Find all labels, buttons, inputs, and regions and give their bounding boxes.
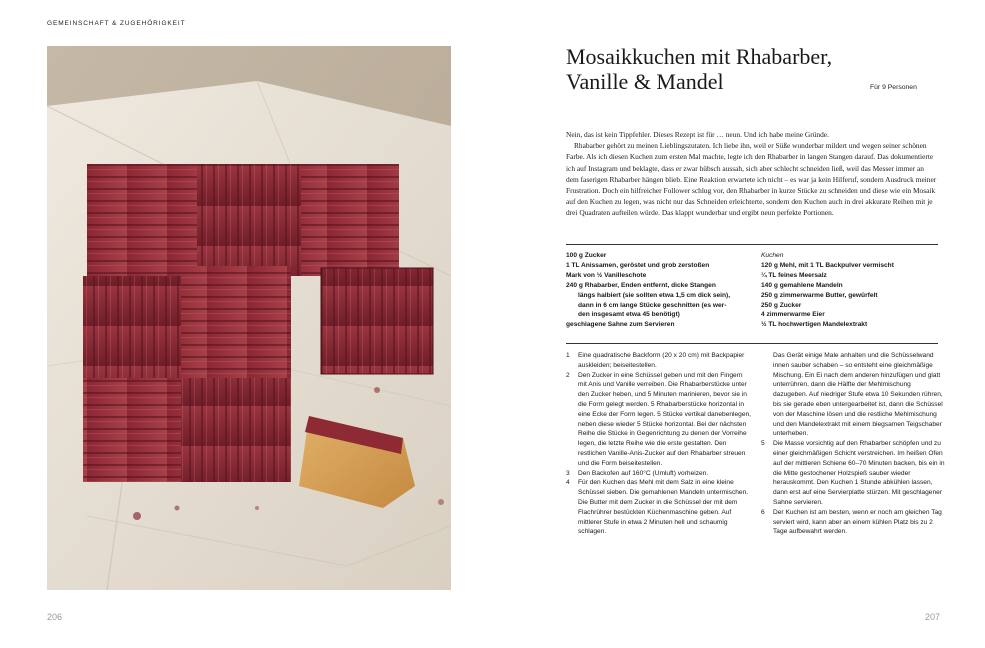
ingredient: 100 g Zucker xyxy=(566,252,607,259)
intro-text xyxy=(566,129,938,219)
ingredient: ¼ TL feines Meersalz xyxy=(761,271,827,279)
step xyxy=(566,478,752,537)
step-number: 5 xyxy=(761,440,765,448)
step-text: Den Zucker in eine Schüssel geben und mit den Fingern mit Anis und Vanille verreiben. Die Rhabarberstücke unter den Zucker heben, und 5 Minuten marinieren, bevor sie in die Form gelegt werden. 5 Rhabarberstücke horizontal in eine Ecke der Form legen. 5 Stücke vertikal danebenlegen, neben diese wieder 5 Stücke horizontal. Bei der nächsten Reihe die Stücke in Gegenrichtung zu denen der Vorreihe legen, die letzte Reihe wie die erste gestalten. Den restlichen Vanille-Anis-Zucker auf den Rhabarber streuen und die Form beiseitestellen. xyxy=(578,371,752,467)
recipe-title-line2: Vanille & Mandel xyxy=(566,69,724,94)
step-continuation: Das Gerät einige Male anhalten und die Schüsselwand innen sauber schaben – so entsteht eine gleichmäßige Mischung. Ein Ei nach dem anderen hinzufügen und glatt unterrühren, dann die Hälfte der Mehlmischung dazugeben. Auf niedriger Stufe etwa 10 Sekunden rühren, bis sie gerade eben untergearbeitet ist, dann die Schüssel von der Maschine lösen und die restliche Mehlmischung und den Mandelextrakt mit einem biegsamen Teigschaber unterheben. xyxy=(773,352,943,438)
ingredient: 140 g gemahlene Mandeln xyxy=(761,281,843,289)
divider xyxy=(566,343,938,344)
ingredient: ½ TL hochwertigen Mandelextrakt xyxy=(761,321,868,329)
page-number-left: 206 xyxy=(47,612,63,622)
divider xyxy=(566,244,938,245)
section-label: GEMEINSCHAFT & ZUGEHÖRIGKEIT xyxy=(47,20,186,27)
step xyxy=(566,469,752,479)
recipe-title-line1: Mosaikkuchen mit Rhabarber, xyxy=(566,44,833,69)
step xyxy=(761,439,947,508)
ingredient: 250 g zimmerwarme Butter, gewürfelt xyxy=(761,291,878,299)
step-number: 4 xyxy=(566,479,570,487)
step-number: 2 xyxy=(566,371,570,379)
ingredient: den insgesamt etwa 45 benötigt) xyxy=(578,311,680,319)
steps-left xyxy=(566,351,752,537)
servings: Für 9 Personen xyxy=(870,84,917,91)
step-number: 1 xyxy=(566,352,570,359)
step-text: Eine quadratische Backform (20 x 20 cm) mit Backpapier auskleiden; beiseitestellen. xyxy=(578,352,745,369)
step xyxy=(566,371,752,469)
ingredient: 1 TL Anissamen, geröstet und grob zerstoßen xyxy=(566,261,710,269)
step-text: Die Masse vorsichtig auf den Rhabarber schöpfen und zu einer gleichmäßigen Schicht verstreichen. Im heißen Ofen auf der mittleren Schiene 60–70 Minuten backen, bis ein in die Mitte gestochener Holzspieß sauber wieder herauskommt. Den Kuchen 1 Stunde abkühlen lassen, dann erst auf eine Servierplatte stürzen. Mit geschlagener Sahne servieren. xyxy=(773,440,945,506)
ingredient: Mark von ½ Vanilleschote xyxy=(566,271,647,279)
steps-right xyxy=(761,351,947,537)
step-number: 3 xyxy=(566,469,570,477)
step-text: Für den Kuchen das Mehl mit dem Salz in eine kleine Schüssel sieben. Die gemahlenen Mandeln untermischen. Die Butter mit dem Zucker in die Schüssel der mit dem Flachrührer bestückten Küchenmaschine geben. Auf mittlerer Stufe in etwa 2 Minuten hell und schaumig schlagen. xyxy=(578,479,749,536)
step xyxy=(566,351,752,371)
step-text: Der Kuchen ist am besten, wenn er noch am gleichen Tag serviert wird, kann aber an einem kühlen Platz bis zu 2 Tage aufbewahrt werden. xyxy=(773,508,942,536)
ingredient: längs halbiert (sie sollten etwa 1,5 cm dick sein), xyxy=(578,291,731,299)
rhubarb-cake-photo xyxy=(47,46,451,590)
page-number-right: 207 xyxy=(925,612,941,622)
recipe-title xyxy=(566,44,896,94)
step xyxy=(761,508,947,537)
ingredient: 4 zimmerwarme Eier xyxy=(761,311,825,319)
ingredients-heading: Kuchen xyxy=(761,252,784,259)
ingredient: 250 g Zucker xyxy=(761,301,802,309)
intro-paragraph: Rhabarber gehört zu meinen Lieblingszutaten. Ich liebe ihn, weil er Süße wunderbar mildert und wegen seiner schönen Farbe. Als ich diesen Kuchen zum ersten Mal machte, legte ich den Rhabarber in langen Stangen darauf. Das dokumentierte ich auf Instagram und beklagte, dass er zwar hübsch aussah, sich aber schlecht schneiden ließ, weil das Messer immer an dem faserigen Rhabarber hängen blieb. Eine Reaktion erwartete ich nicht – es war ja kein Hilferuf, sondern Ausdruck meiner Frustration. Doch ein hilfreicher Follower schlug vor, den Rhabarber in kurze Stücke zu schneiden und diese wie ein Mosaik auf den Kuchen zu legen, was nicht nur das Schneiden erleichterte, sondern den Kuchen auch in drei akkurate Reihen mit je drei Quadraten aufteilen würde. Das klappt wunderbar und ergibt neun perfekte Portionen. xyxy=(566,141,937,218)
ingredient: 240 g Rhabarber, Enden entfernt, dicke Stangen xyxy=(566,281,716,289)
ingredient: geschlagene Sahne zum Servieren xyxy=(566,321,675,329)
ingredients-left xyxy=(566,251,746,330)
ingredients-right xyxy=(761,251,941,330)
ingredient: 120 g Mehl, mit 1 TL Backpulver vermischt xyxy=(761,261,894,269)
intro-paragraph: Nein, das ist kein Tippfehler. Dieses Rezept ist für … neun. Und ich habe meine Gründe. xyxy=(566,130,829,139)
step-number: 6 xyxy=(761,508,765,516)
step-text: Den Backofen auf 160°C (Umluft) vorheizen. xyxy=(578,469,709,477)
ingredient: dann in 6 cm lange Stücke geschnitten (es wer- xyxy=(578,301,727,309)
